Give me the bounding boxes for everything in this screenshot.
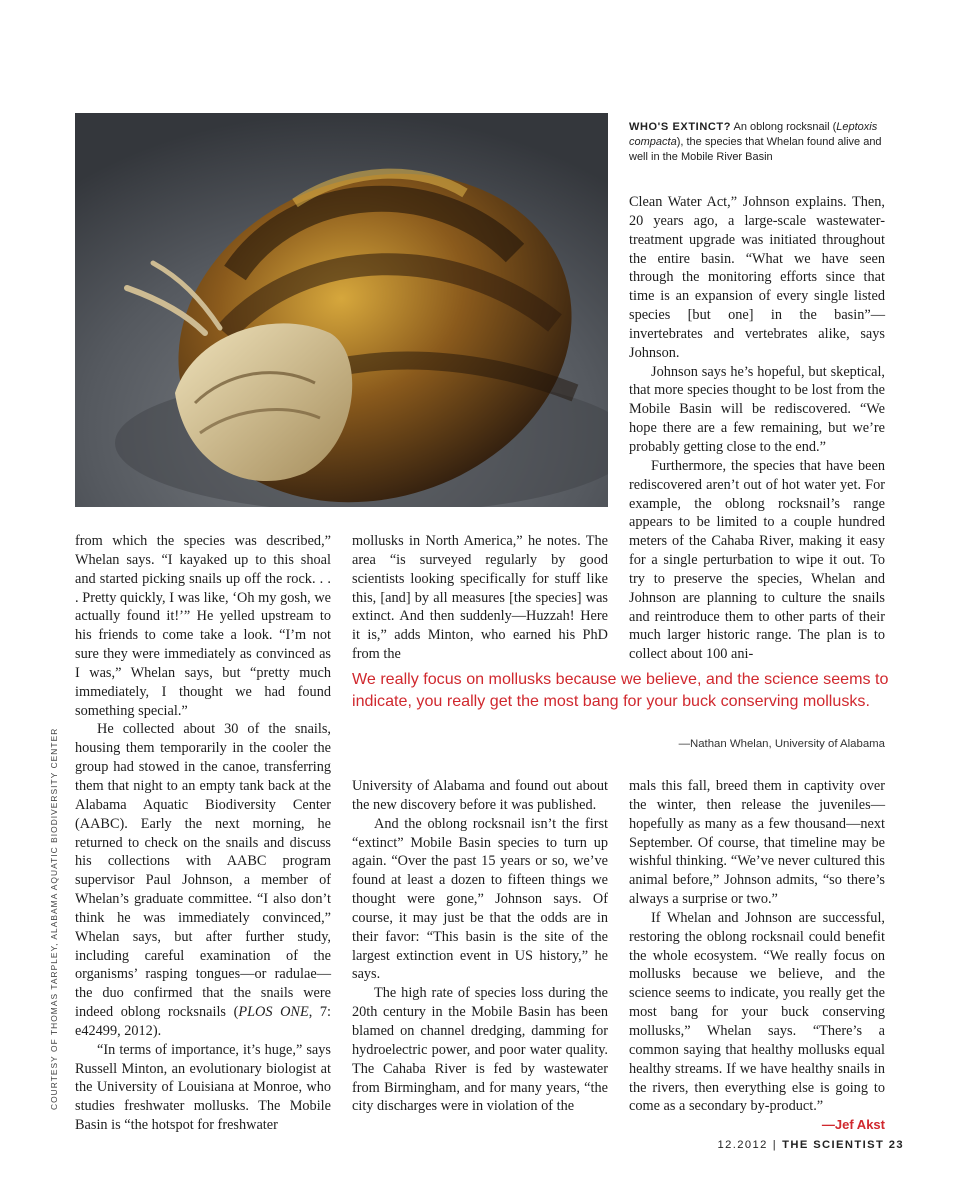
- snail-photo: [75, 113, 608, 507]
- paragraph: mals this fall, breed them in captivity over the winter, then release the juveniles—hopefully as many as a few thousand—next September. Of course, that timeline may be wishful thinking. “We’ve never cultured this animal before,” Johnson admits, “so there’s always a surprise or two.”: [629, 778, 885, 908]
- footer-divider: |: [772, 1139, 778, 1151]
- paragraph: Johnson says he’s hopeful, but skeptical, that more species thought to be lost from the Mobile Basin will be rediscovered. “We hope there are a few remaining, but we’re probably getting close to the end.”: [629, 363, 885, 455]
- caption-text-end: ), the species that Whelan found alive and well in the Mobile River Basin: [629, 136, 882, 163]
- publication-name: THE SCIENTIST: [782, 1139, 885, 1151]
- pull-quote: We really focus on mollusks because we believe, and the science seems to indicate, you really get the most bang for your buck conserving mollusks.: [352, 670, 889, 710]
- paragraph: “In terms of importance, it’s huge,” says Russell Minton, an evolutionary biologist at the University of Louisiana at Monroe, who studies freshwater mollusks. The Mobile Basin is “the hotspot for freshwater: [75, 1041, 331, 1134]
- caption-label: WHO'S EXTINCT?: [629, 121, 732, 133]
- paragraph: from which the species was described,” Whelan says. “I kayaked up to this shoal and started picking snails up off the rock. . . . Pretty quickly, I was like, ‘Oh my gosh, we actually found it!’” He yelled upstream to his friends to come take a look. “I’m not sure they were immediately as convinced as I was,” Whelan says, but “pretty much immediately, I thought we had found something special.”: [75, 533, 331, 719]
- paragraph: He collected about 30 of the snails, housing them temporarily in the cooler the group had stowed in the canoe, transferring them that night to an empty tank back at the Alabama Aquatic Biodiversity Center (AABC). Early the next morning, he returned to check on the snails and discuss his collections with AABC program supervisor Paul Johnson, a member of Whelan’s graduate committee. “I also don’t think he was immediately convinced,” Whelan says, but after further study, including careful examination of the organisms’ rasping tongues—or radulae—the duo confirmed that the snails were indeed oblong rocksnails (PLOS ONE, 7: e42499, 2012).: [75, 721, 331, 1039]
- snail-illustration: [75, 113, 608, 507]
- paragraph: The high rate of species loss during the 20th century in the Mobile Basin has been blamed on channel dredging, damming for hydroelectric power, and poor water quality. The Cahaba River is fed by wastewater from Birmingham, and for many years, “the city discharges were in violation of the: [352, 985, 608, 1115]
- author-byline: —Jef Akst: [821, 1117, 885, 1133]
- photo-caption: [629, 120, 899, 165]
- column-1: [75, 532, 331, 1135]
- column-3-bottom: [629, 777, 885, 1135]
- caption-species-name: Leptoxis compacta: [629, 121, 878, 148]
- column-2-top: [352, 532, 608, 664]
- paragraph: Furthermore, the species that have been rediscovered aren’t out of hot water yet. For example, the oblong rocksnail’s range appears to be limited to a couple hundred meters of the Cahaba River, making it easy for a single perturbation to wipe it out. To try to preserve the species, Whelan and Johnson are planning to culture the snails and reintroduce them to other parts of their much larger historic range. The plan is to collect about 100 ani-: [629, 457, 885, 663]
- issue-date: 12.2012: [717, 1139, 768, 1151]
- pull-quote-attribution: —Nathan Whelan, University of Alabama: [678, 738, 885, 750]
- page-number: 23: [888, 1139, 904, 1151]
- paragraph: Clean Water Act,” Johnson explains. Then, 20 years ago, a large-scale wastewater-treatment upgrade was initiated throughout the entire basin. “What we have seen through the monitoring efforts since that time is an expansion of every single listed species [but one] in the basin”—invertebrates and vertebrates alike, says Johnson.: [629, 194, 885, 361]
- caption-text: An oblong rocksnail (: [731, 121, 837, 133]
- photo-credit: COURTESY OF THOMAS TARPLEY, ALABAMA AQUATIC BIODIVERSITY CENTER: [49, 727, 59, 1110]
- paragraph: mollusks in North America,” he notes. The area “is surveyed regularly by good scientists looking specifically for stuff like this, [and] by all measures [the species] was extinct. And then suddenly—Huzzah! Here it is,” adds Minton, who earned his PhD from the: [352, 533, 608, 663]
- column-2-bottom: [352, 777, 608, 1116]
- page-footer: [718, 1139, 904, 1151]
- journal-name: PLOS ONE: [238, 1004, 309, 1021]
- paragraph: University of Alabama and found out about the new discovery before it was published.: [352, 778, 608, 813]
- column-3-top: [629, 193, 885, 664]
- paragraph: And the oblong rocksnail isn’t the first “extinct” Mobile Basin species to turn up again. “Over the past 15 years or so, we’ve found at least a dozen to fifteen things we thought were gone,” Johnson says. Of course, it may just be that the odds are in their favor: “This basin is the site of the largest extinction event in US history,” he says.: [352, 815, 608, 983]
- paragraph: If Whelan and Johnson are successful, restoring the oblong rocksnail could benefit the whole ecosystem. “We really focus on mollusks because we believe, and the science seems to indicate, you really get the most bang for your buck conserving mollusks,” Whelan says. “There’s a common saying that healthy mollusks equal healthy streams. If we have healthy snails in the rivers, then everything else is going to come as a secondary by-product.” —Jef Akst: [629, 909, 885, 1116]
